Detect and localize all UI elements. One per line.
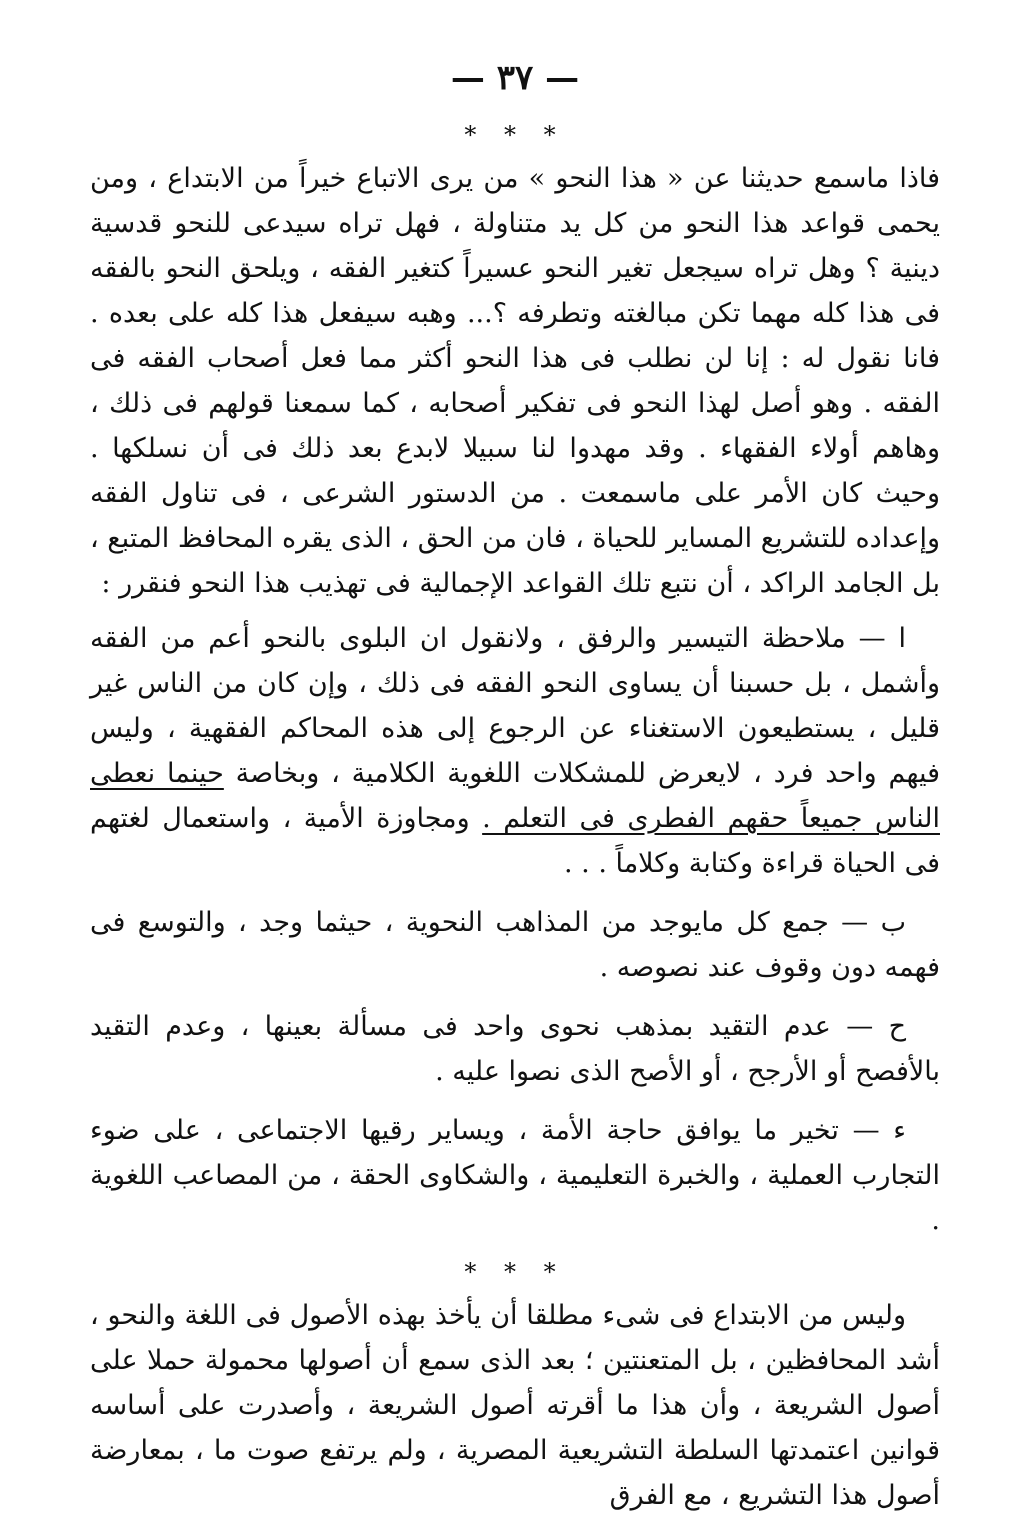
list-item-a [90, 616, 940, 886]
page-number: — ٣٧ — [450, 58, 580, 98]
list-item-a-lead: ا — ملاحظة التيسير والرفق ، ولانقول ان البلوى بالنحو أعم من الفقه وأشمل ، بل حسبنا أن يساوى النحو الفقه فى ذلك ، وإن كان من الناس غير قليل ، يستطيعون الاستغناء عن الرجوع إلى هذه المحاكم الفقهية ، وليس فيهم واحد فرد ، لايعرض للمشكلات اللغوية الكلامية ، وبخاصة [90, 623, 940, 789]
list-item-d: ء — تخير ما يوافق حاجة الأمة ، ويساير رقيها الاجتماعى ، على ضوء التجارب العملية ، والخبرة التعليمية ، والشكاوى الحقة ، من المصاعب اللغوية . [90, 1115, 940, 1236]
list-item-a-underlined: حينما نعطى الناس جميعاً حقهم الفطرى فى التعلم . [90, 758, 940, 834]
paragraph-2: وليس من الابتداع فى شىء مطلقا أن يأخذ بهذه الأصول فى اللغة والنحو ، أشد المحافظين ، بل المتعنتين ؛ بعد الذى سمع أن أصولها محمولة حملا على أصول الشريعة ، وأن هذا ما أقرته أصول الشريعة ، وأصدرت على أساسه قوانين اعتمدتها السلطة التشريعية المصرية ، ولم يرتفع صوت ما ، بمعارضة أصول هذا التشريع ، مع الفرق [90, 1300, 940, 1511]
section-separator: * * * [464, 121, 566, 149]
paragraph-1: فاذا ماسمع حديثنا عن « هذا النحو » من يرى الاتباع خيراً من الابتداع ، ومن يحمى قواعد هذا النحو من كل يد متناولة ، فهل تراه سيدعى للنحو قدسية دينية ؟ وهل تراه سيجعل تغير النحو عسيراً كتغير الفقه ، ويلحق النحو بالفقه فى هذا كله مهما تكن مبالغته وتطرفه ؟... وهبه سيفعل هذا كله على بعده . فانا نقول له : إنا لن نطلب فى هذا النحو أكثر مما فعل أصحاب الفقه فى الفقه . وهو أصل لهذا النحو فى تفكير أصحابه ، كما سمعنا قولهم فى ذلك ، وهاهم أولاء الفقهاء . وقد مهدوا لنا سبيلا لابدع بعد ذلك فى أن نسلكها . وحيث كان الأمر على ماسمعت . من الدستور الشرعى ، فى تناول الفقه وإعداده للتشريع المساير للحياة ، فان من الحق ، الذى يقره المحافظ المتبع ، بل الجامد الراكد ، أن نتبع تلك القواعد الإجمالية فى تهذيب هذا النحو فنقرر : [90, 163, 940, 599]
section-separator-2: * * * [464, 1258, 566, 1286]
list-item-a-tail: ومجاوزة الأمية ، واستعمال لغتهم فى الحياة قراءة وكتابة وكلاماً . . . [90, 803, 940, 879]
list-item-c: ح — عدم التقيد بمذهب نحوى واحد فى مسألة بعينها ، وعدم التقيد بالأفصح أو الأرجح ، أو الأصح الذى نصوا عليه . [90, 1011, 940, 1087]
document-page [90, 40, 940, 1511]
list-item-b: ب — جمع كل مايوجد من المذاهب النحوية ، حيثما وجد ، والتوسع فى فهمه دون وقوف عند نصوصه . [90, 907, 940, 983]
